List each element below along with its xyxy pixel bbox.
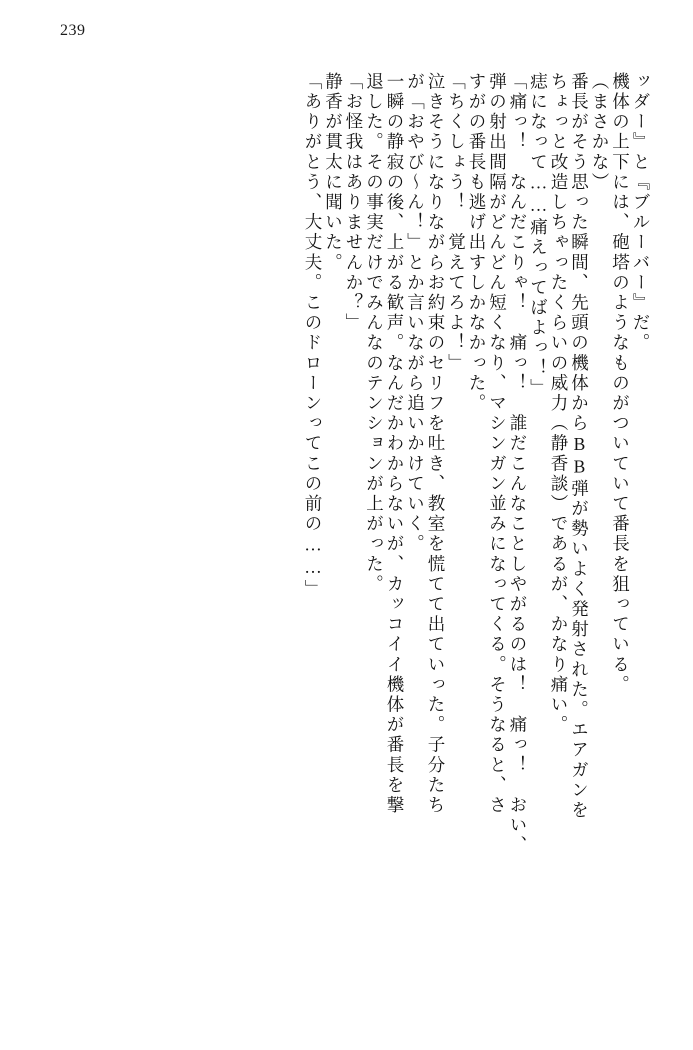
text-column: 「痛っ！ なんだこりゃ！ 痛っ！ 誰だこんなことしやがるのは！ 痛っ！ おい、 <box>508 72 528 856</box>
text-column: 番長がそう思った瞬間、先頭の機体からBB弾が勢いよく発射された。エアガンを <box>569 72 590 821</box>
text-column: が「おやび～ん！」とか言いながら追いかけていく。 <box>405 72 426 555</box>
text-column: ッダー』と『ブルーバー』だ。 <box>631 72 651 354</box>
text-column: 「ありがとう、大丈夫。このドローンってこの前の……」 <box>303 72 323 600</box>
text-column: 静香が貫太に聞いた。 <box>323 72 344 273</box>
text-column: 弾の射出間隔がどんどん短くなり、マシンガン並みになってくる。そうなると、さ <box>487 72 508 816</box>
text-column: 退した。その事実だけでみんなのテンションが上がった。 <box>364 72 385 595</box>
text-column: すがの番長も逃げ出すしかなかった。 <box>467 72 487 414</box>
page-number: 239 <box>60 22 86 39</box>
text-column: ちょっと改造しちゃったくらいの威力（静香談）であるが、かなり痛い。 <box>549 72 569 736</box>
text-column: 「ちくしょう！ 覚えてろよ！」 <box>446 72 467 374</box>
text-column: 泣きそうになりながらお約束のセリフを吐き、教室を慌てて出ていった。子分たち <box>426 72 446 816</box>
text-column: 一瞬の静寂の後、上がる歓声。なんだかわからないが、カッコイイ機体が番長を撃 <box>385 72 405 816</box>
text-column: 機体の上下には、砲塔のようなものがついていて番長を狙っている。 <box>610 72 631 696</box>
text-column: （まさかな） <box>590 72 610 193</box>
text-column: 痣になって……痛えってばよっ！」 <box>528 72 549 399</box>
text-column: 「お怪我はありませんか？」 <box>344 72 364 334</box>
vertical-text-block <box>49 72 649 1002</box>
